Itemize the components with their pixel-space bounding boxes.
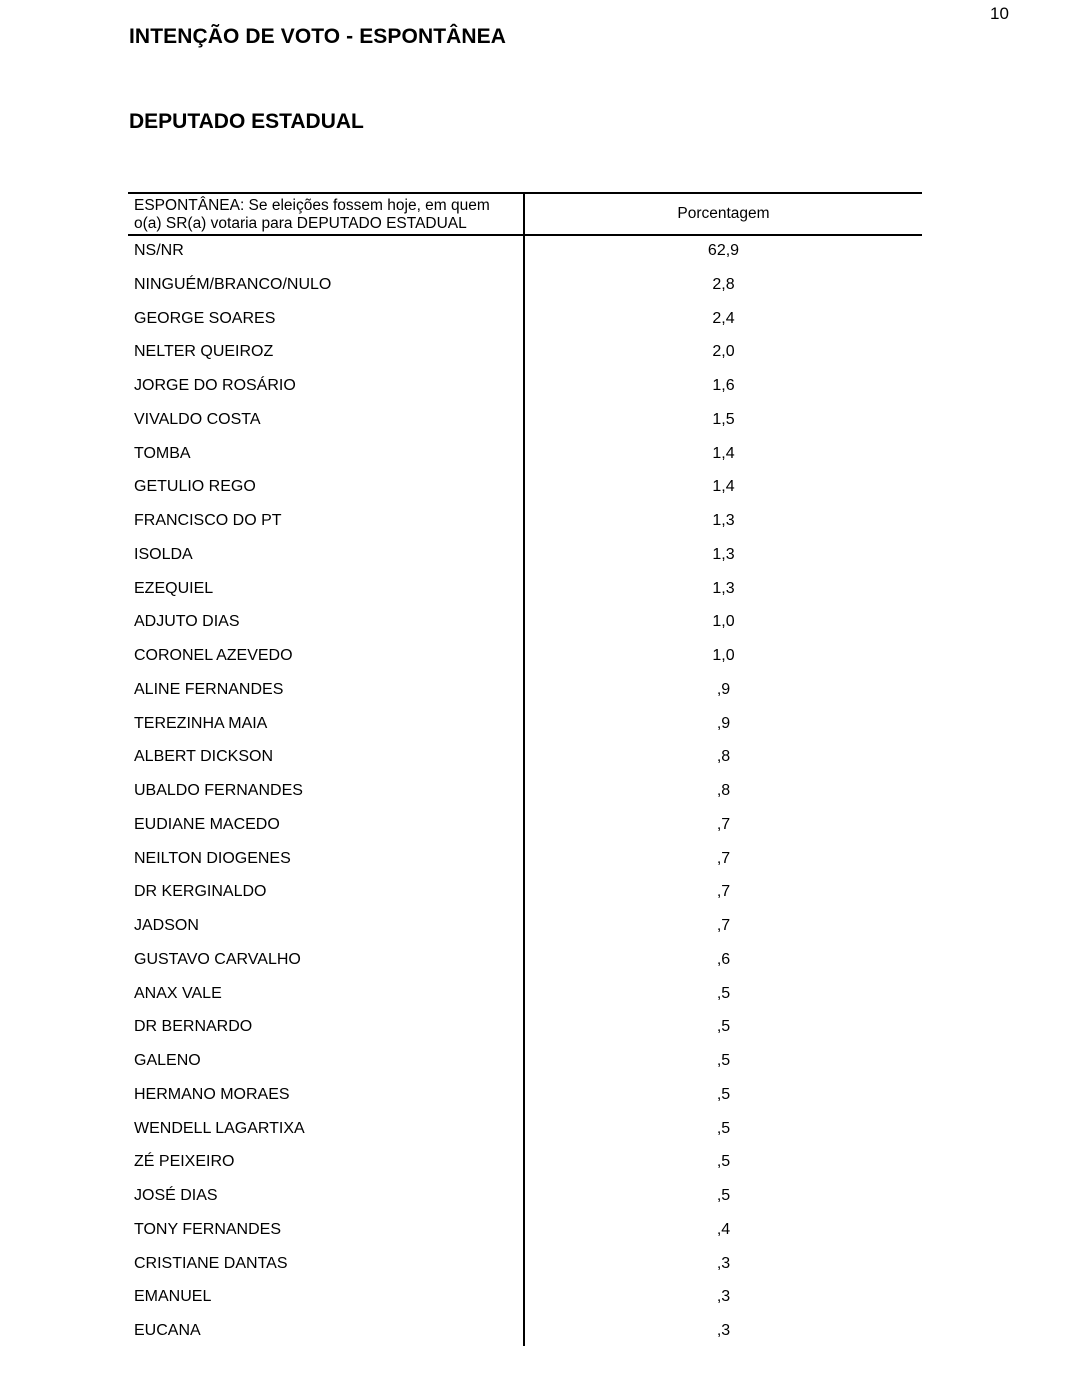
percentage-value: 1,5	[712, 410, 735, 428]
percentage-value: ,8	[716, 748, 731, 766]
table-row	[128, 405, 922, 439]
candidate-name: UBALDO FERNANDES	[134, 782, 303, 799]
percentage-value: 1,0	[712, 613, 735, 631]
question-header-line2: o(a) SR(a) votaria para DEPUTADO ESTADUAL	[134, 215, 467, 232]
candidate-name: FRANCISCO DO PT	[134, 512, 282, 529]
table-row	[128, 1215, 922, 1249]
candidate-name: HERMANO MORAES	[134, 1085, 290, 1103]
percentage-value: ,5	[716, 1119, 731, 1137]
percentage-value: ,7	[716, 849, 731, 867]
table-row	[128, 304, 922, 338]
candidate-name: NS/NR	[134, 242, 184, 259]
candidate-name: EUDIANE MACEDO	[134, 815, 280, 833]
table-row	[128, 472, 922, 506]
candidate-name: ADJUTO DIAS	[134, 613, 240, 631]
table-row	[128, 574, 922, 608]
candidate-name: ZÉ PEIXEIRO	[134, 1153, 235, 1171]
page-number: 10	[990, 4, 1009, 23]
table-row	[128, 979, 922, 1013]
table-row	[128, 776, 922, 810]
table-row	[128, 1249, 922, 1283]
table-row	[128, 844, 922, 878]
table-row	[128, 337, 922, 371]
table-row	[128, 810, 922, 844]
percentage-value: 1,3	[712, 512, 735, 529]
percentage-value: 1,6	[712, 377, 735, 394]
percentage-value: 1,3	[712, 579, 735, 597]
table-row	[128, 675, 922, 709]
table-row	[128, 1282, 922, 1316]
percentage-value: 62,9	[707, 242, 740, 259]
candidate-name: DR BERNARDO	[134, 1018, 253, 1036]
percentage-value: 1,0	[712, 647, 735, 664]
table-row	[128, 1316, 922, 1350]
table-row	[128, 506, 922, 540]
table-row	[128, 641, 922, 675]
table-row	[128, 1147, 922, 1181]
table-row	[128, 1080, 922, 1114]
table-row	[128, 1046, 922, 1080]
table-row	[128, 1114, 922, 1148]
candidate-name: TEREZINHA MAIA	[134, 714, 268, 732]
percentage-value: 1,3	[712, 545, 735, 563]
candidate-name: CRISTIANE DANTAS	[134, 1254, 288, 1272]
percentage-value: ,7	[716, 917, 731, 934]
table-row	[128, 742, 922, 776]
candidate-name: TOMBA	[134, 444, 191, 462]
candidate-name: WENDELL LAGARTIXA	[134, 1119, 305, 1137]
table-header	[128, 192, 922, 236]
percentage-value: ,5	[716, 1085, 731, 1103]
candidate-name: ISOLDA	[134, 545, 193, 563]
table-row	[128, 236, 922, 270]
percentage-value: ,5	[716, 1052, 731, 1069]
section-title: DEPUTADO ESTADUAL	[129, 110, 364, 133]
candidate-name: NELTER QUEIROZ	[134, 343, 274, 361]
candidate-name: GEORGE SOARES	[134, 309, 276, 327]
percentage-value: ,6	[716, 950, 731, 968]
percentage-value: ,3	[716, 1322, 731, 1339]
percentage-value: ,5	[716, 1187, 731, 1204]
percentage-value: ,9	[716, 714, 731, 732]
page-title: INTENÇÃO DE VOTO - ESPONTÂNEA	[129, 25, 507, 48]
percentage-value: ,3	[716, 1254, 731, 1272]
percentage-value: ,5	[716, 984, 731, 1002]
percentage-value: ,4	[716, 1220, 731, 1238]
table-row	[128, 877, 922, 911]
table-row	[128, 945, 922, 979]
percentage-value: ,8	[716, 782, 731, 799]
results-table	[128, 192, 922, 1350]
question-header	[134, 197, 518, 233]
percentage-value: 2,8	[712, 275, 735, 293]
percentage-header: Porcentagem	[677, 205, 770, 222]
candidate-name: ALINE FERNANDES	[134, 680, 284, 698]
candidate-name: NEILTON DIOGENES	[134, 849, 291, 867]
candidate-name: EUCANA	[134, 1322, 201, 1339]
percentage-value: 2,0	[712, 343, 735, 361]
percentage-value: ,5	[716, 1153, 731, 1171]
candidate-name: GETULIO REGO	[134, 478, 256, 496]
table-row	[128, 439, 922, 473]
percentage-value: 1,4	[712, 478, 735, 496]
table-row	[128, 270, 922, 304]
candidate-name: JORGE DO ROSÁRIO	[134, 377, 296, 394]
question-header-line1: ESPONTÂNEA: Se eleições fossem hoje, em quem	[134, 197, 490, 214]
percentage-value: ,7	[716, 883, 731, 901]
candidate-name: TONY FERNANDES	[134, 1220, 281, 1238]
percentage-value: ,9	[716, 680, 731, 698]
candidate-name: JADSON	[134, 917, 199, 934]
candidate-name: VIVALDO COSTA	[134, 410, 261, 428]
table-row	[128, 607, 922, 641]
table-row	[128, 709, 922, 743]
candidate-name: NINGUÉM/BRANCO/NULO	[134, 275, 332, 293]
candidate-name: GUSTAVO CARVALHO	[134, 950, 301, 968]
candidate-name: ALBERT DICKSON	[134, 748, 274, 766]
percentage-value: 2,4	[712, 309, 735, 327]
candidate-name: JOSÉ DIAS	[134, 1187, 218, 1204]
table-row	[128, 540, 922, 574]
percentage-value: 1,4	[712, 444, 735, 462]
percentage-value: ,3	[716, 1288, 731, 1306]
percentage-value: ,7	[716, 815, 731, 833]
table-row	[128, 911, 922, 945]
table-row	[128, 371, 922, 405]
candidate-name: EZEQUIEL	[134, 579, 214, 597]
candidate-name: DR KERGINALDO	[134, 883, 267, 901]
table-body	[128, 236, 922, 1350]
candidate-name: ANAX VALE	[134, 984, 222, 1002]
table-row	[128, 1012, 922, 1046]
candidate-name: EMANUEL	[134, 1288, 212, 1306]
percentage-value: ,5	[716, 1018, 731, 1036]
candidate-name: CORONEL AZEVEDO	[134, 647, 293, 664]
table-row	[128, 1181, 922, 1215]
candidate-name: GALENO	[134, 1052, 201, 1069]
